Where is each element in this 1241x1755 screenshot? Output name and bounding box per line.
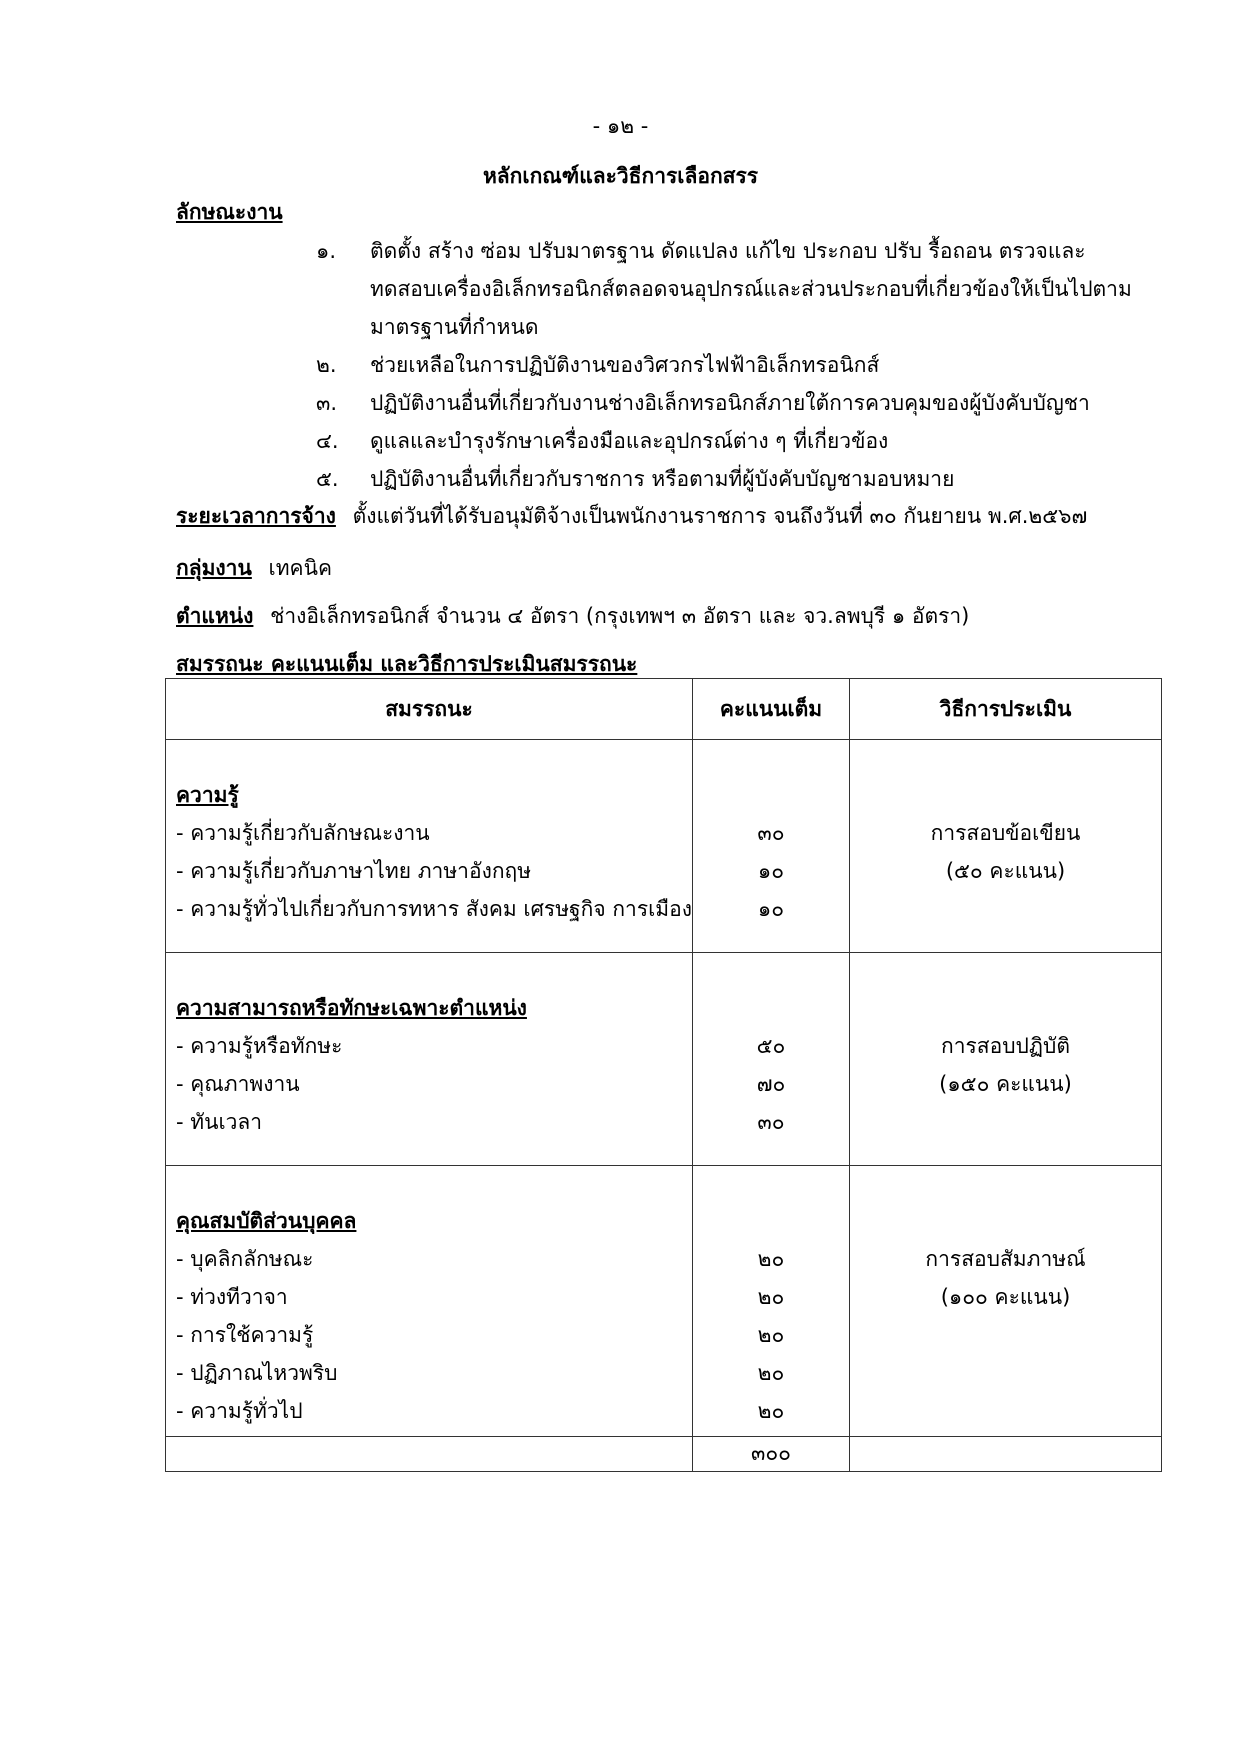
- duty-text: ปฏิบัติงานอื่นที่เกี่ยวกับงานช่างอิเล็กทรอนิกส์ภายใต้การควบคุมของผู้บังคับบัญชา: [370, 391, 1090, 415]
- score-value: ๑๐: [757, 897, 785, 921]
- score-cell: [693, 1166, 850, 1437]
- score-value: ๒๐: [757, 1285, 785, 1309]
- score-value: ๕๐: [756, 1034, 786, 1058]
- table-row: [166, 1166, 1162, 1437]
- method-name: การสอบปฏิบัติ: [941, 1034, 1070, 1058]
- employment-period-line: [176, 500, 1176, 533]
- duty-text: ติดตั้ง สร้าง ซ่อม ปรับมาตรฐาน ดัดแปลง แก้ไข ประกอบ ปรับ รื้อถอน ตรวจและทดสอบเครื่องอิเล็กทรอนิกส์ตลอดจนอุปกรณ์และส่วนประกอบที่เกี่ยวข้องให้เป็นไปตามมาตรฐานที่กำหนด: [370, 239, 1132, 339]
- competency-heading: สมรรถนะ คะแนนเต็ม และวิธีการประเมินสมรรถนะ: [176, 652, 638, 676]
- score-value: ๒๐: [757, 1361, 785, 1385]
- position-text: ช่างอิเล็กทรอนิกส์ จำนวน ๔ อัตรา (กรุงเทพฯ ๓ อัตรา และ จว.ลพบุรี ๑ อัตรา): [270, 604, 970, 628]
- score-value: ๒๐: [757, 1399, 785, 1423]
- work-group-label: กลุ่มงาน: [176, 556, 252, 580]
- score-cell: [693, 740, 850, 953]
- group-title: คุณสมบัติส่วนบุคคล: [176, 1209, 357, 1233]
- competency-item: - ความรู้เกี่ยวกับลักษณะงาน: [176, 821, 430, 845]
- column-header-method: วิธีการประเมิน: [850, 679, 1162, 740]
- total-method-cell: [850, 1437, 1162, 1472]
- score-cell: [693, 953, 850, 1166]
- competency-item: - ทันเวลา: [176, 1110, 263, 1134]
- competency-item: - ความรู้หรือทักษะ: [176, 1034, 343, 1058]
- duty-text: ช่วยเหลือในการปฏิบัติงานของวิศวกรไฟฟ้าอิเล็กทรอนิกส์: [370, 353, 880, 377]
- method-points: (๑๕๐ คะแนน): [939, 1072, 1072, 1096]
- duty-text: ดูแลและบำรุงรักษาเครื่องมือและอุปกรณ์ต่าง ๆ ที่เกี่ยวข้อง: [370, 429, 889, 453]
- duties-list: [316, 232, 1146, 498]
- total-label-cell: [166, 1437, 693, 1472]
- competency-item: - ความรู้ทั่วไปเกี่ยวกับการทหาร สังคม เศรษฐกิจ การเมือง: [176, 897, 693, 921]
- method-cell: [850, 953, 1162, 1166]
- competency-item: - บุคลิกลักษณะ: [176, 1247, 314, 1271]
- duty-item: [316, 346, 1146, 384]
- duty-item: [316, 460, 1146, 498]
- score-value: ๓๐: [757, 821, 785, 845]
- duty-number: ๒.: [316, 353, 337, 377]
- table-row: [166, 740, 1162, 953]
- method-points: (๑๐๐ คะแนน): [940, 1285, 1071, 1309]
- position-label: ตำแหน่ง: [176, 604, 254, 628]
- competency-item: - ท่วงทีวาจา: [176, 1285, 288, 1309]
- method-name: การสอบข้อเขียน: [930, 821, 1081, 845]
- competency-cell: [166, 1166, 693, 1437]
- competency-item: - ปฏิภาณไหวพริบ: [176, 1361, 338, 1385]
- duty-text: ปฏิบัติงานอื่นที่เกี่ยวกับราชการ หรือตามที่ผู้บังคับบัญชามอบหมาย: [370, 467, 955, 491]
- method-points: (๕๐ คะแนน): [945, 859, 1066, 883]
- score-value: ๒๐: [757, 1323, 785, 1347]
- competency-table: [165, 678, 1162, 1472]
- duty-number: ๕.: [316, 467, 339, 491]
- method-name: การสอบสัมภาษณ์: [925, 1247, 1086, 1271]
- total-row: [166, 1437, 1162, 1472]
- table-header-row: [166, 679, 1162, 740]
- competency-item: - การใช้ความรู้: [176, 1323, 314, 1347]
- competency-item: - คุณภาพงาน: [176, 1072, 300, 1096]
- total-score: ๓๐๐: [693, 1437, 850, 1472]
- duty-number: ๑.: [316, 239, 337, 263]
- duty-number: ๓.: [316, 391, 338, 415]
- duty-item: [316, 384, 1146, 422]
- score-value: ๒๐: [757, 1247, 785, 1271]
- column-header-competency: สมรรถนะ: [166, 679, 693, 740]
- duty-number: ๔.: [316, 429, 339, 453]
- competency-cell: [166, 953, 693, 1166]
- column-header-full-score: คะแนนเต็ม: [693, 679, 850, 740]
- job-nature-heading: ลักษณะงาน: [176, 200, 283, 224]
- employment-period-label: ระยะเวลาการจ้าง: [176, 504, 336, 528]
- group-title: ความสามารถหรือทักษะเฉพาะตำแหน่ง: [176, 996, 527, 1020]
- score-value: ๑๐: [757, 859, 785, 883]
- position-line: [176, 600, 1176, 633]
- method-cell: [850, 740, 1162, 953]
- method-cell: [850, 1166, 1162, 1437]
- competency-item: - ความรู้เกี่ยวกับภาษาไทย ภาษาอังกฤษ: [176, 859, 532, 883]
- score-value: ๗๐: [756, 1072, 786, 1096]
- employment-period-text: ตั้งแต่วันที่ได้รับอนุมัติจ้างเป็นพนักงานราชการ จนถึงวันที่ ๓๐ กันยายน พ.ศ.๒๕๖๗: [352, 504, 1088, 528]
- duty-item: [316, 232, 1146, 346]
- work-group-text: เทคนิค: [268, 556, 332, 580]
- document-title: หลักเกณฑ์และวิธีการเลือกสรร: [482, 164, 759, 188]
- page-number: - ๑๒ -: [592, 114, 649, 138]
- group-title: ความรู้: [176, 783, 239, 807]
- work-group-line: [176, 552, 1176, 585]
- duty-item: [316, 422, 1146, 460]
- competency-cell: [166, 740, 693, 953]
- score-value: ๓๐: [757, 1110, 785, 1134]
- competency-item: - ความรู้ทั่วไป: [176, 1399, 303, 1423]
- table-row: [166, 953, 1162, 1166]
